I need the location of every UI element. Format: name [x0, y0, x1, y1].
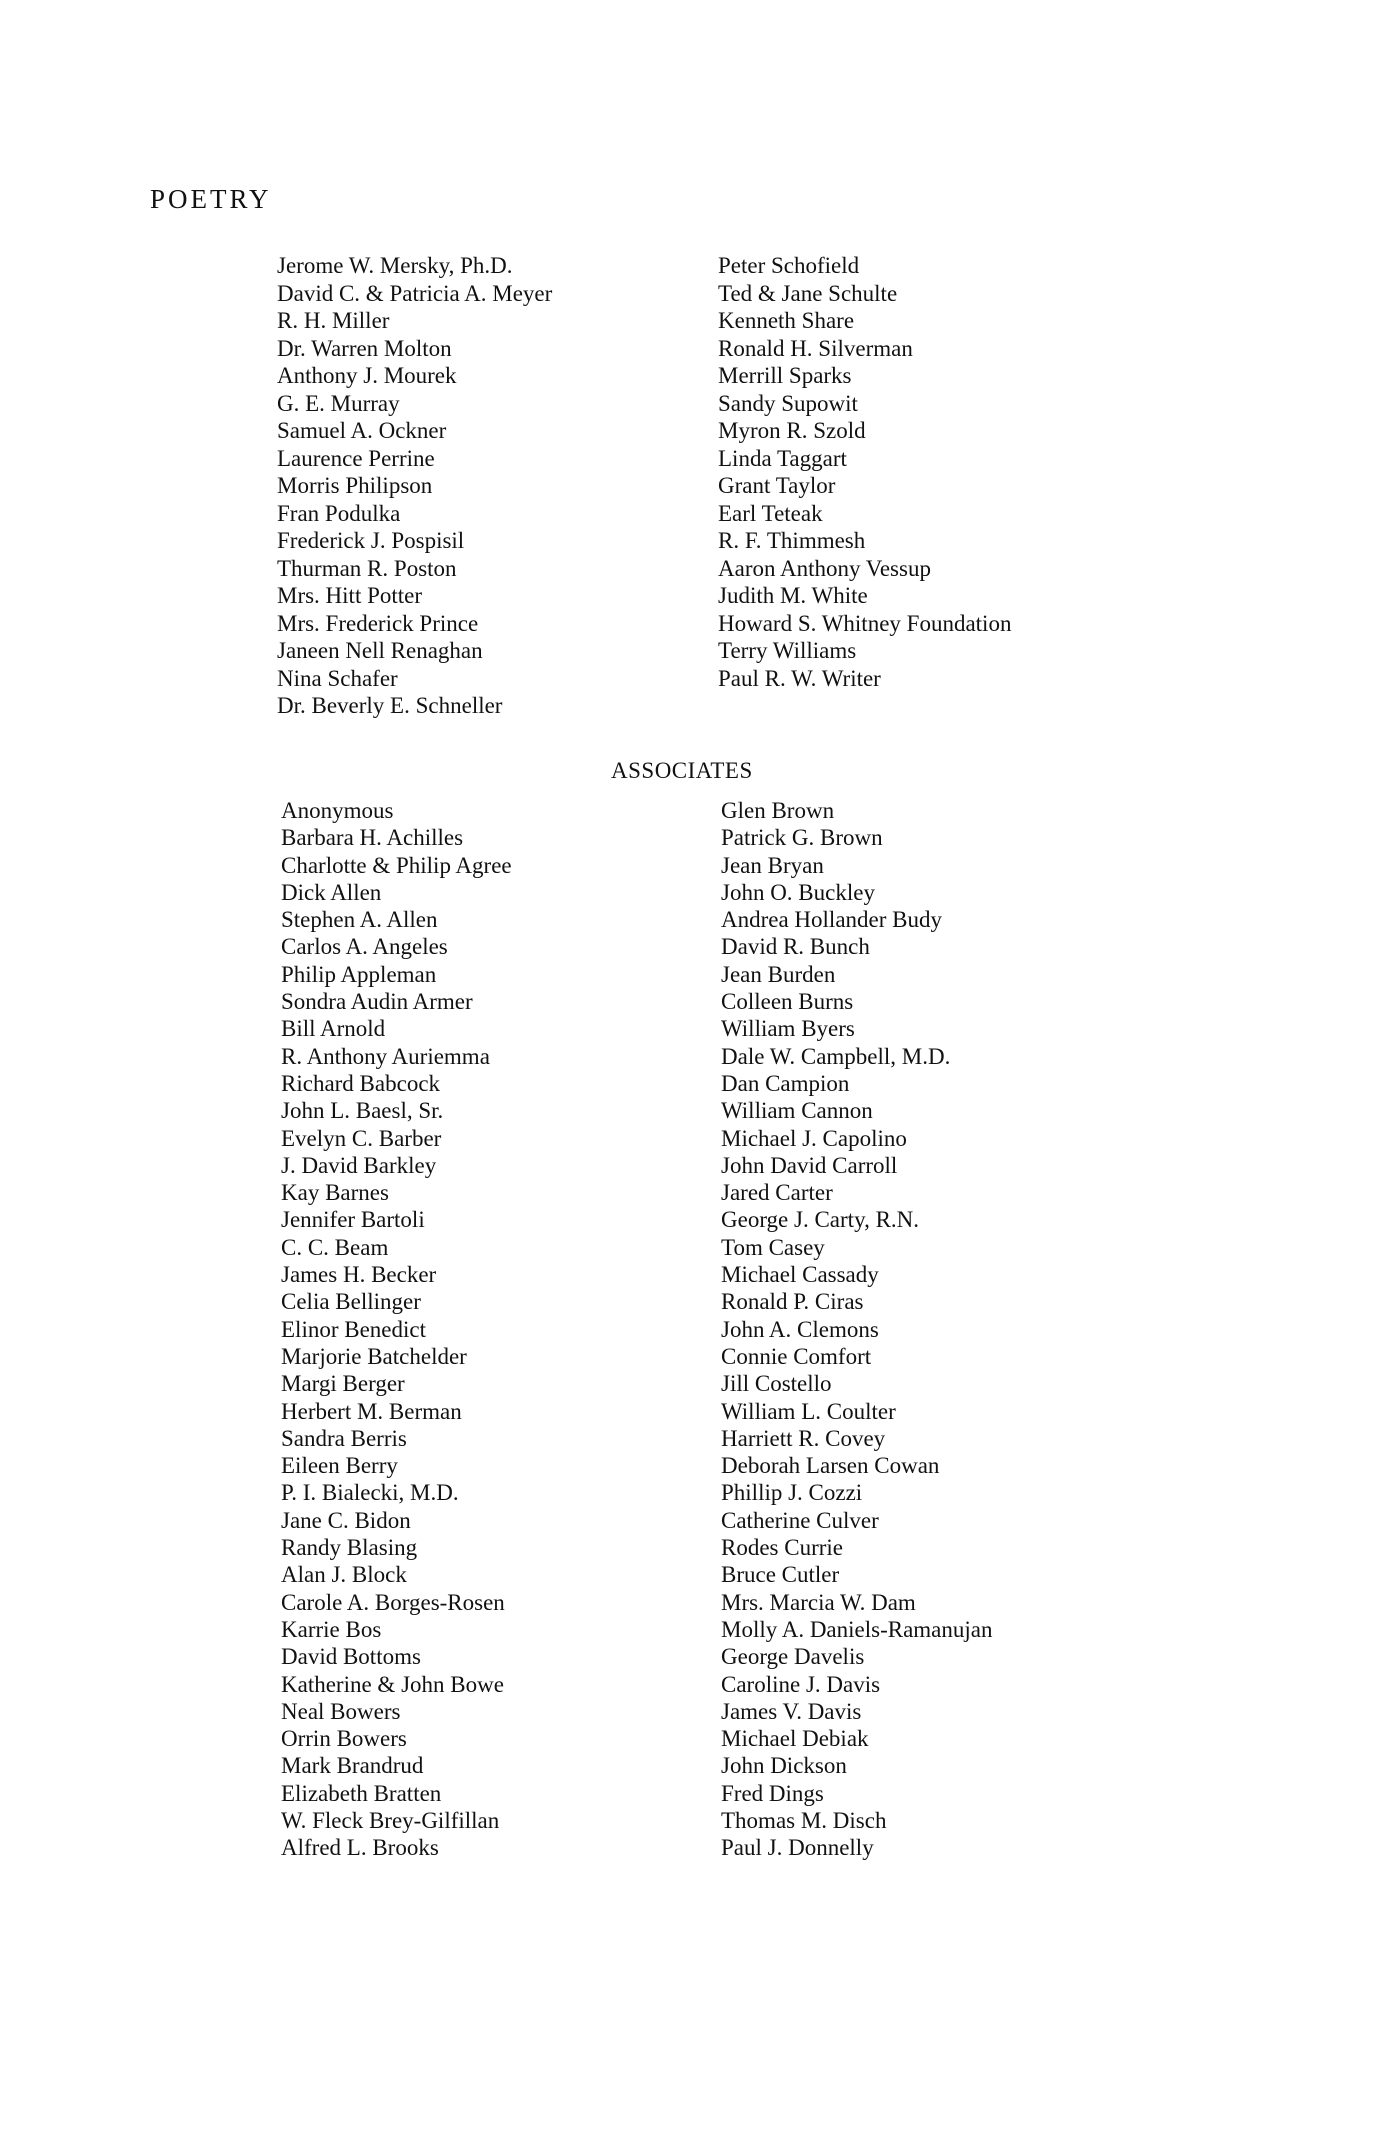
- name-entry: John Dickson: [721, 1753, 847, 1779]
- name-entry: Merrill Sparks: [718, 363, 852, 388]
- name-entry: Celia Bellinger: [281, 1289, 421, 1315]
- running-head: POETRY: [150, 184, 272, 214]
- name-entry: J. David Barkley: [281, 1152, 437, 1178]
- name-entry: Carlos A. Angeles: [281, 934, 448, 960]
- name-entry: Myron R. Szold: [718, 418, 866, 443]
- name-entry: W. Fleck Brey-Gilfillan: [281, 1807, 500, 1833]
- name-entry: Alfred L. Brooks: [281, 1835, 439, 1861]
- name-entry: Dan Campion: [721, 1070, 850, 1096]
- name-entry: Jerome W. Mersky, Ph.D.: [277, 253, 513, 278]
- name-entry: Herbert M. Berman: [281, 1398, 462, 1424]
- name-entry: John A. Clemons: [721, 1316, 879, 1342]
- name-entry: Aaron Anthony Vessup: [718, 555, 931, 581]
- name-entry: Patrick G. Brown: [721, 825, 883, 851]
- name-entry: Catherine Culver: [721, 1507, 879, 1533]
- name-entry: Ronald P. Ciras: [721, 1289, 864, 1315]
- name-entry: Andrea Hollander Budy: [721, 907, 942, 933]
- name-entry: John David Carroll: [721, 1152, 898, 1178]
- name-entry: Jean Bryan: [721, 852, 824, 878]
- donor-list-right: [718, 252, 1011, 692]
- name-entry: Dick Allen: [281, 879, 382, 905]
- name-entry: Philip Appleman: [281, 961, 437, 987]
- name-entry: Charlotte & Philip Agree: [281, 852, 512, 878]
- name-entry: Nina Schafer: [277, 665, 398, 691]
- name-entry: Fred Dings: [721, 1780, 824, 1806]
- name-entry: Harriett R. Covey: [721, 1425, 886, 1451]
- name-entry: George J. Carty, R.N.: [721, 1207, 920, 1233]
- name-entry: Michael Cassady: [721, 1262, 879, 1288]
- name-entry: Neal Bowers: [281, 1698, 401, 1724]
- name-entry: William L. Coulter: [721, 1398, 896, 1424]
- name-entry: John L. Baesl, Sr.: [281, 1098, 444, 1124]
- name-entry: Anonymous: [281, 798, 394, 823]
- name-entry: Mrs. Frederick Prince: [277, 610, 479, 636]
- name-entry: Terry Williams: [718, 638, 857, 663]
- name-entry: Barbara H. Achilles: [281, 825, 464, 851]
- name-entry: Fran Podulka: [277, 500, 401, 526]
- name-entry: Sandra Berris: [281, 1425, 407, 1451]
- name-entry: Sondra Audin Armer: [281, 989, 473, 1015]
- name-entry: James V. Davis: [721, 1698, 862, 1724]
- name-entry: Elizabeth Bratten: [281, 1780, 442, 1806]
- name-entry: Michael Debiak: [721, 1726, 869, 1752]
- name-entry: Mark Brandrud: [281, 1753, 424, 1779]
- name-entry: Jared Carter: [721, 1180, 833, 1206]
- name-entry: Caroline J. Davis: [721, 1671, 881, 1697]
- name-entry: Deborah Larsen Cowan: [721, 1453, 940, 1479]
- name-entry: Dale W. Campbell, M.D.: [721, 1043, 951, 1069]
- name-entry: Anthony J. Mourek: [277, 363, 457, 388]
- name-entry: Marjorie Batchelder: [281, 1343, 467, 1369]
- name-entry: Ted & Jane Schulte: [718, 280, 898, 306]
- name-entry: Paul J. Donnelly: [721, 1835, 874, 1861]
- name-entry: Bill Arnold: [281, 1016, 386, 1042]
- name-entry: Katherine & John Bowe: [281, 1671, 504, 1697]
- name-entry: Earl Teteak: [718, 500, 823, 526]
- name-entry: David C. & Patricia A. Meyer: [277, 280, 553, 306]
- name-entry: Howard S. Whitney Foundation: [718, 610, 1012, 636]
- name-entry: Kenneth Share: [718, 308, 855, 333]
- name-entry: Michael J. Capolino: [721, 1125, 907, 1151]
- name-entry: James H. Becker: [281, 1262, 437, 1288]
- name-entry: Linda Taggart: [718, 445, 847, 471]
- name-entry: Tom Casey: [721, 1234, 825, 1260]
- name-entry: Ronald H. Silverman: [718, 335, 913, 361]
- name-entry: Elinor Benedict: [281, 1316, 426, 1342]
- name-entry: Orrin Bowers: [281, 1726, 407, 1752]
- name-entry: Morris Philipson: [277, 473, 433, 498]
- name-entry: P. I. Bialecki, M.D.: [281, 1480, 459, 1506]
- name-entry: Randy Blasing: [281, 1535, 418, 1561]
- name-entry: Evelyn C. Barber: [281, 1125, 442, 1151]
- name-entry: George Davelis: [721, 1644, 865, 1670]
- name-entry: Peter Schofield: [718, 253, 860, 278]
- name-entry: David R. Bunch: [721, 934, 870, 960]
- name-entry: Colleen Burns: [721, 989, 854, 1015]
- name-entry: Paul R. W. Writer: [718, 665, 881, 691]
- name-entry: Laurence Perrine: [277, 445, 435, 471]
- name-entry: C. C. Beam: [281, 1234, 389, 1260]
- associates-heading: ASSOCIATES: [611, 758, 753, 783]
- name-entry: Stephen A. Allen: [281, 907, 438, 933]
- name-entry: Sandy Supowit: [718, 390, 858, 416]
- name-entry: John O. Buckley: [721, 879, 875, 905]
- name-entry: Jean Burden: [721, 961, 836, 987]
- name-entry: Mrs. Hitt Potter: [277, 583, 423, 608]
- name-entry: Samuel A. Ockner: [277, 418, 447, 443]
- name-entry: Carole A. Borges-Rosen: [281, 1589, 505, 1615]
- name-entry: Jane C. Bidon: [281, 1507, 411, 1533]
- name-entry: Rodes Currie: [721, 1535, 844, 1561]
- donor-list-left: [277, 252, 552, 720]
- name-entry: David Bottoms: [281, 1644, 421, 1670]
- name-entry: Dr. Warren Molton: [277, 335, 452, 361]
- name-entry: Thurman R. Poston: [277, 555, 457, 581]
- associates-list-left: [281, 797, 512, 1862]
- name-entry: Richard Babcock: [281, 1070, 441, 1096]
- name-entry: Bruce Cutler: [721, 1562, 840, 1588]
- name-entry: Karrie Bos: [281, 1616, 382, 1642]
- name-entry: William Byers: [721, 1016, 855, 1042]
- name-entry: G. E. Murray: [277, 390, 400, 416]
- name-entry: Mrs. Marcia W. Dam: [721, 1589, 916, 1615]
- name-entry: R. F. Thimmesh: [718, 528, 866, 553]
- name-entry: Frederick J. Pospisil: [277, 528, 465, 553]
- name-entry: Alan J. Block: [281, 1562, 407, 1588]
- name-entry: Dr. Beverly E. Schneller: [277, 693, 503, 718]
- name-entry: Molly A. Daniels-Ramanujan: [721, 1616, 993, 1642]
- name-entry: Janeen Nell Renaghan: [277, 638, 483, 663]
- name-entry: Grant Taylor: [718, 473, 836, 498]
- name-entry: Margi Berger: [281, 1371, 405, 1397]
- name-entry: Judith M. White: [718, 583, 868, 608]
- name-entry: R. H. Miller: [277, 308, 390, 333]
- associates-list-right: [721, 797, 993, 1862]
- name-entry: Connie Comfort: [721, 1343, 872, 1369]
- name-entry: Thomas M. Disch: [721, 1807, 887, 1833]
- name-entry: Eileen Berry: [281, 1453, 398, 1479]
- name-entry: Jennifer Bartoli: [281, 1207, 425, 1233]
- name-entry: R. Anthony Auriemma: [281, 1043, 490, 1069]
- name-entry: Glen Brown: [721, 798, 835, 823]
- name-entry: William Cannon: [721, 1098, 873, 1124]
- name-entry: Phillip J. Cozzi: [721, 1480, 863, 1506]
- name-entry: Kay Barnes: [281, 1180, 389, 1206]
- name-entry: Jill Costello: [721, 1371, 832, 1397]
